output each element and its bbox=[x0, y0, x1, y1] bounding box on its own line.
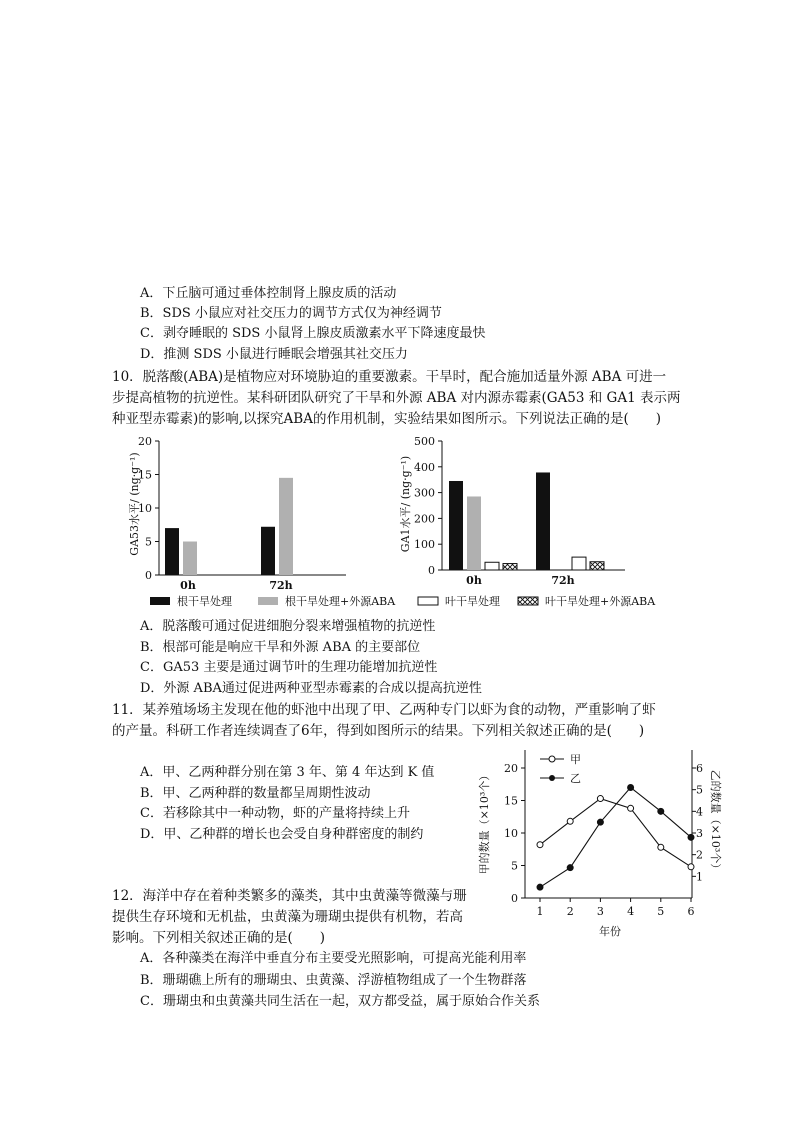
data-point-jia bbox=[597, 796, 603, 802]
data-point-yi bbox=[537, 884, 543, 890]
x-tick-label: 2 bbox=[566, 905, 574, 918]
right-y-axis-label: 乙的数量（×10³个） bbox=[709, 769, 722, 875]
x-tick-label: 0h bbox=[180, 579, 196, 592]
legend-marker-yi bbox=[549, 775, 555, 781]
x-tick-label: 72h bbox=[269, 579, 293, 592]
right-y-tick-label: 1 bbox=[696, 870, 703, 884]
q11-line-chart bbox=[470, 742, 720, 942]
q10-option-b: B．根部可能是响应干旱和外源 ABA 的主要部位 bbox=[140, 640, 421, 655]
legend-swatch-leaf-drought bbox=[418, 597, 438, 605]
legend-swatch-root-drought bbox=[150, 597, 170, 605]
data-point-jia bbox=[628, 805, 634, 811]
q11-option-d: D．甲、乙种群的增长也会受自身种群密度的制约 bbox=[140, 827, 424, 842]
legend-swatch-leaf-drought-aba bbox=[518, 597, 538, 605]
x-tick-label: 6 bbox=[687, 905, 695, 918]
legend-label-root-drought-aba: 根干旱处理+外源ABA bbox=[285, 595, 396, 608]
q9-option-d: D．推测 SDS 小鼠进行睡眠会增强其社交压力 bbox=[140, 347, 408, 362]
q12-line-3: 影响。下列相关叙述正确的是( ) bbox=[112, 930, 326, 946]
y-tick-label: 10 bbox=[138, 502, 152, 515]
x-tick-label: 5 bbox=[657, 905, 665, 918]
data-point-jia bbox=[567, 818, 573, 824]
ga1-chart bbox=[398, 435, 625, 587]
q12-line-1: 12．海洋中存在着种类繁多的藻类，其中虫黄藻等微藻与珊 bbox=[112, 888, 467, 904]
q10-legend bbox=[150, 594, 656, 608]
q11-option-a: A．甲、乙两种群分别在第 3 年、第 4 年达到 K 值 bbox=[140, 765, 435, 780]
legend-marker-jia bbox=[549, 756, 555, 762]
data-point-jia bbox=[658, 844, 664, 850]
legend-label-jia: 甲 bbox=[570, 753, 581, 766]
data-point-yi bbox=[658, 808, 664, 814]
y-tick-label: 0 bbox=[428, 564, 435, 577]
q10-line-2: 步提高植物的抗逆性。某科研团队研究了干旱和外源 ABA 对内源赤霉素(GA53 和 GA1 表示两 bbox=[112, 390, 681, 406]
q11-option-b: B．甲、乙两种群的数量都呈周期性波动 bbox=[140, 786, 371, 801]
bar bbox=[467, 496, 481, 570]
left-y-tick-label: 0 bbox=[511, 892, 518, 905]
x-tick-label: 0h bbox=[466, 574, 482, 587]
y-tick-label: 20 bbox=[138, 435, 152, 448]
bar bbox=[485, 562, 499, 570]
legend-swatch-root-drought-aba bbox=[258, 597, 278, 605]
y-tick-label: 200 bbox=[414, 512, 435, 526]
q12-option-b: B．珊瑚礁上所有的珊瑚虫、虫黄藻、浮游植物组成了一个生物群落 bbox=[140, 973, 527, 988]
y-tick-label: 300 bbox=[414, 486, 435, 500]
legend-label-root-drought: 根干旱处理 bbox=[177, 595, 232, 608]
y-tick-label: 0 bbox=[145, 569, 152, 582]
left-y-axis-label: 甲的数量（×10³个） bbox=[478, 769, 491, 875]
right-y-tick-label: 6 bbox=[696, 762, 703, 775]
series-line-jia bbox=[540, 799, 691, 867]
bar bbox=[503, 564, 517, 570]
x-axis-label: 年份 bbox=[599, 925, 621, 938]
q10-option-a: A．脱落酸可通过促进细胞分裂来增强植物的抗逆性 bbox=[140, 619, 436, 634]
bar bbox=[449, 481, 463, 570]
y-tick-label: 400 bbox=[414, 460, 435, 474]
q12-line-2: 提供生存环境和无机盐，虫黄藻为珊瑚虫提供有机物，若高 bbox=[112, 909, 463, 925]
bar bbox=[183, 542, 197, 576]
y-tick-label: 15 bbox=[138, 468, 152, 482]
x-tick-label: 4 bbox=[627, 905, 635, 918]
bar bbox=[279, 478, 293, 575]
data-point-yi bbox=[688, 834, 694, 840]
bar bbox=[590, 562, 604, 570]
q12-option-a: A．各种藻类在海洋中垂直分布主要受光照影响，可提高光能利用率 bbox=[140, 951, 527, 966]
ga1-y-axis-label: GA1水平/ (ng·g⁻¹) bbox=[399, 455, 412, 553]
q10-line-1: 10．脱落酸(ABA)是植物应对环境胁迫的重要激素。干旱时，配合施加适量外源 ABA 可进一 bbox=[112, 369, 667, 385]
ga53-chart bbox=[127, 435, 346, 592]
right-y-tick-label: 3 bbox=[696, 827, 703, 840]
q11-option-c: C．若移除其中一种动物，虾的产量将持续上升 bbox=[140, 806, 410, 821]
q10-line-3: 种亚型赤霉素)的影响,以探究ABA的作用机制，实验结果如图所示。下列说法正确的是( ) bbox=[112, 411, 662, 427]
ga53-y-axis-label: GA53水平/ (ng·g⁻¹) bbox=[128, 452, 141, 556]
q10-figure bbox=[110, 432, 690, 612]
q11-line-2: 的产量。科研工作者连续调查了6年，得到如图所示的结果。下列相关叙述正确的是( ) bbox=[112, 723, 645, 739]
q11-line-1: 11．某养殖场场主发现在他的虾池中出现了甲、乙两种专门以虾为食的动物，严重影响了虾 bbox=[112, 702, 656, 718]
data-point-jia bbox=[688, 864, 694, 870]
bar bbox=[536, 472, 550, 570]
legend-label-leaf-drought-aba: 叶干旱处理+外源ABA bbox=[545, 595, 656, 608]
x-tick-label: 3 bbox=[596, 905, 604, 918]
x-tick-label: 1 bbox=[536, 905, 544, 918]
data-point-jia bbox=[537, 842, 543, 848]
right-y-tick-label: 2 bbox=[696, 848, 703, 862]
y-tick-label: 500 bbox=[414, 435, 435, 448]
right-y-tick-label: 5 bbox=[696, 783, 703, 797]
q12-option-c: C．珊瑚虫和虫黄藻共同生活在一起，双方都受益，属于原始合作关系 bbox=[140, 994, 540, 1009]
legend-label-yi: 乙 bbox=[570, 772, 581, 785]
legend-label-leaf-drought: 叶干旱处理 bbox=[445, 595, 500, 608]
data-point-yi bbox=[628, 785, 634, 791]
q9-option-c: C．剥夺睡眠的 SDS 小鼠肾上腺皮质激素水平下降速度最快 bbox=[140, 326, 486, 341]
bar bbox=[165, 528, 179, 575]
left-y-tick-label: 5 bbox=[511, 859, 518, 873]
left-y-tick-label: 15 bbox=[504, 794, 518, 808]
q10-option-d: D．外源 ABA通过促进两种亚型赤霉素的合成以提高抗逆性 bbox=[140, 681, 482, 696]
q9-option-b: B．SDS 小鼠应对社交压力的调节方式仅为神经调节 bbox=[140, 306, 442, 321]
left-y-tick-label: 10 bbox=[504, 827, 518, 840]
y-tick-label: 5 bbox=[145, 535, 152, 549]
bar bbox=[572, 557, 586, 570]
series-line-yi bbox=[540, 788, 691, 888]
right-y-tick-label: 4 bbox=[696, 805, 703, 819]
q10-option-c: C．GA53 主要是通过调节叶的生理功能增加抗逆性 bbox=[140, 660, 438, 675]
q11-legend bbox=[540, 753, 581, 785]
q9-option-a: A．下丘脑可通过垂体控制肾上腺皮质的活动 bbox=[140, 286, 397, 301]
data-point-yi bbox=[597, 819, 603, 825]
x-tick-label: 72h bbox=[551, 574, 575, 587]
data-point-yi bbox=[567, 865, 573, 871]
y-tick-label: 100 bbox=[414, 538, 435, 552]
left-y-tick-label: 20 bbox=[504, 762, 518, 775]
bar bbox=[261, 527, 275, 575]
